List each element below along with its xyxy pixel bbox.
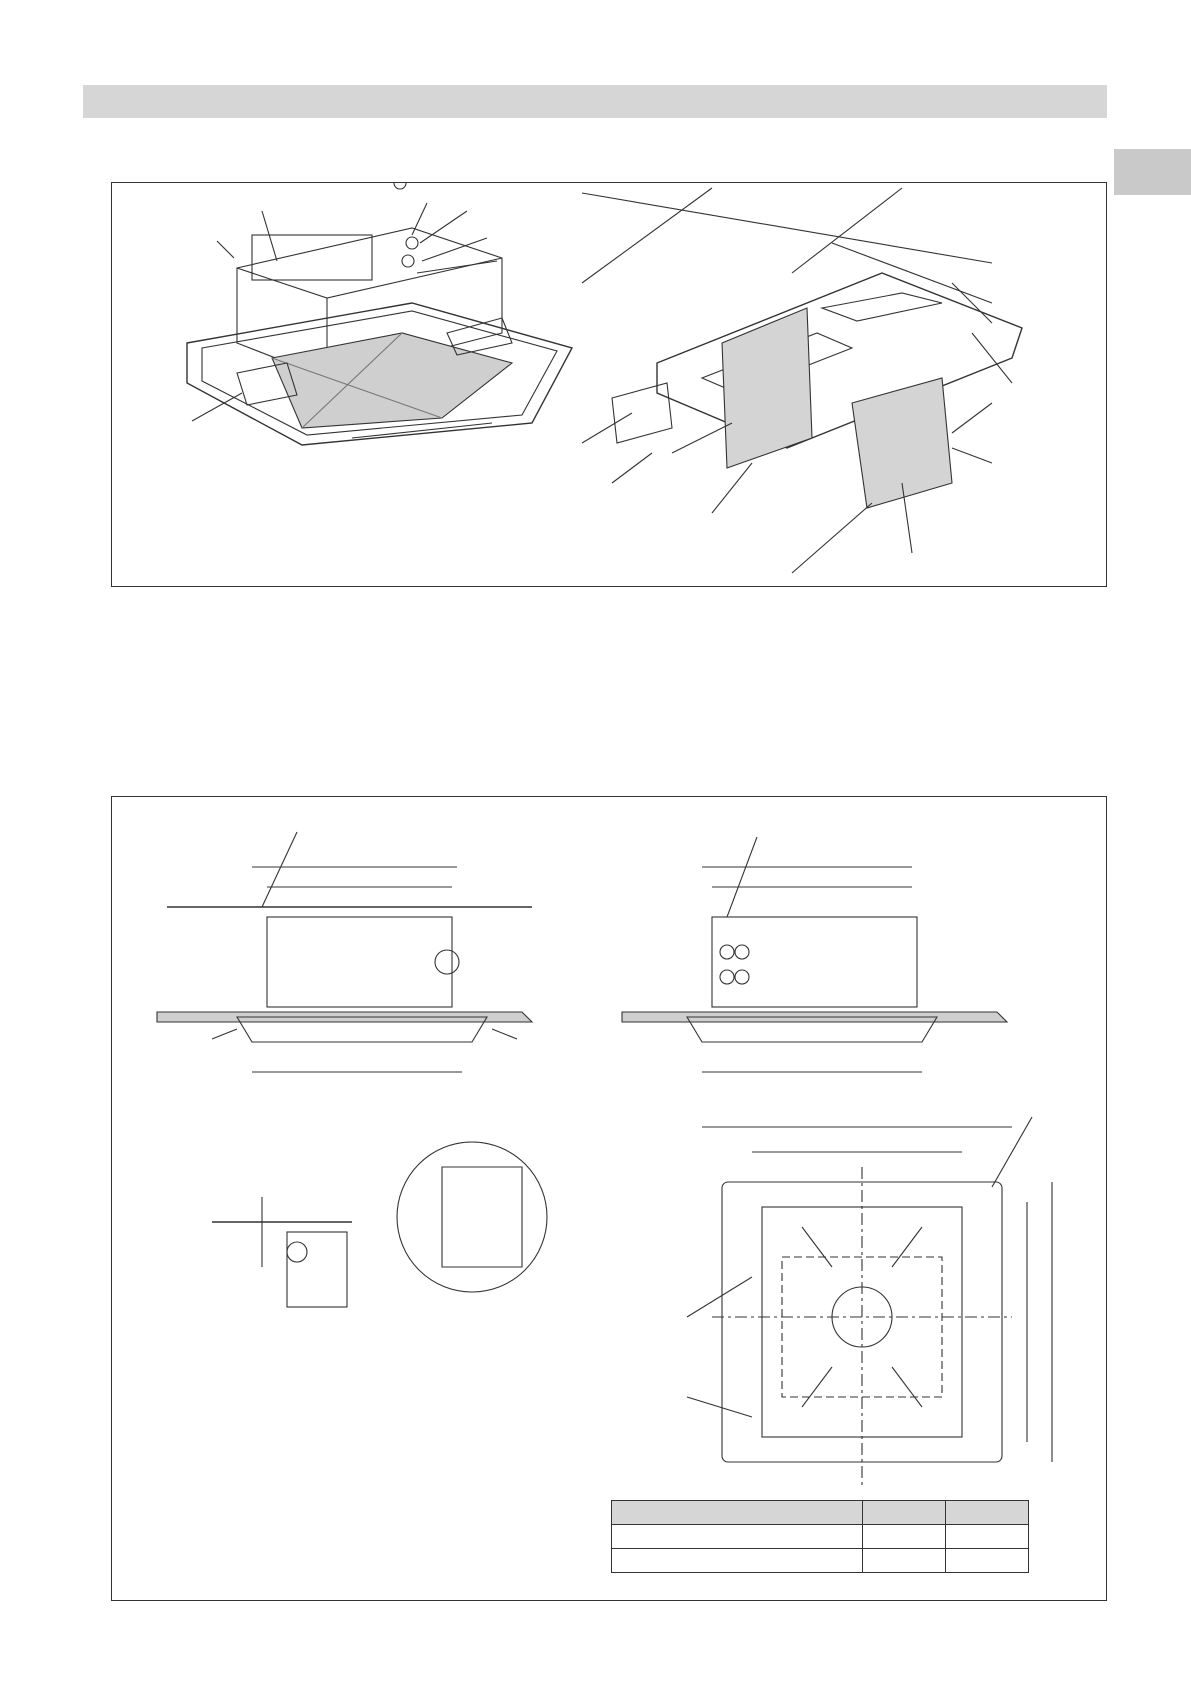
- side-elevation-right: [622, 837, 1007, 1072]
- spec-table-cell: [863, 1525, 946, 1549]
- side-elevation-left: [157, 832, 532, 1072]
- side-tab: [1114, 149, 1191, 195]
- figure-panel-top: [111, 182, 1107, 587]
- spec-table-cell: [946, 1549, 1029, 1573]
- spec-table-row: [612, 1549, 1029, 1573]
- spec-table-cell: [946, 1525, 1029, 1549]
- indoor-unit-drawing: [187, 183, 572, 445]
- spec-table-header-cell: [863, 1501, 946, 1525]
- spec-table: [611, 1500, 1029, 1573]
- spec-table-header-cell: [612, 1501, 863, 1525]
- spec-table-cell: [612, 1525, 863, 1549]
- figure-panel-bottom: [111, 796, 1107, 1601]
- top-plan-view: [687, 1117, 1052, 1487]
- spec-table-header-row: [612, 1501, 1029, 1525]
- grille-exploded-drawing: [582, 188, 1022, 573]
- dimension-drawings: [112, 797, 1108, 1602]
- spec-table-row: [612, 1525, 1029, 1549]
- spec-table-cell: [863, 1549, 946, 1573]
- spec-table-header-cell: [946, 1501, 1029, 1525]
- hanger-bolt-detail: [212, 1142, 547, 1307]
- unit-isometric-figure: [112, 183, 1108, 588]
- spec-table-cell: [612, 1549, 863, 1573]
- header-bar: [83, 85, 1107, 118]
